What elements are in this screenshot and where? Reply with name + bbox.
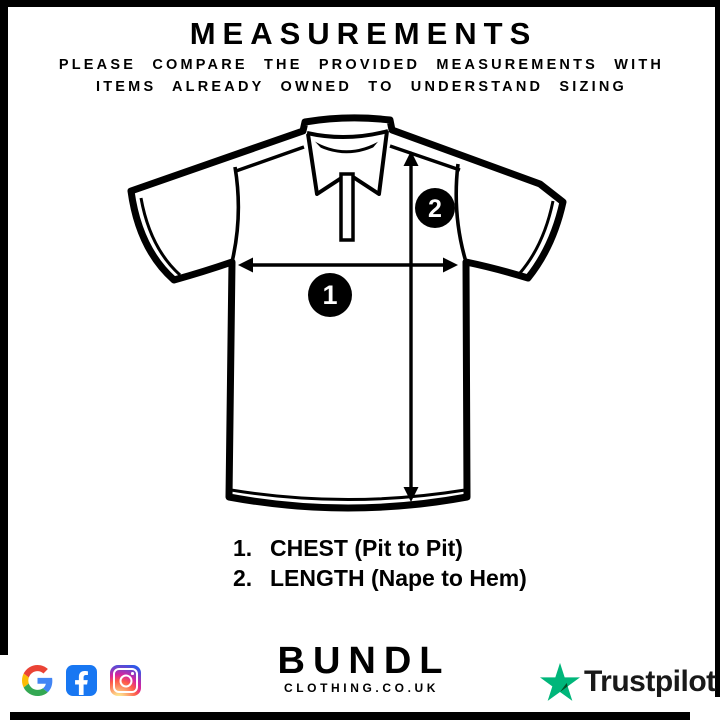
trustpilot-star-icon	[540, 662, 580, 702]
legend-item-chest	[233, 533, 527, 563]
legend-text-length: LENGTH (Nape to Hem)	[270, 565, 527, 591]
subtitle-line-1: PLEASE COMPARE THE PROVIDED MEASUREMENTS WITH	[58, 57, 665, 73]
measurement-legend	[233, 533, 527, 593]
trustpilot-logo	[540, 662, 716, 702]
marker-2-label: 2	[428, 195, 442, 223]
legend-number-2: 2.	[233, 565, 253, 591]
subtitle-line-2: ITEMS ALREADY OWNED TO UNDERSTAND SIZING	[96, 79, 627, 95]
brand-domain: CLOTHING.CO.UK	[283, 681, 440, 695]
brand-name: BUNDL	[277, 640, 451, 682]
trustpilot-wordmark: Trustpilot	[584, 665, 716, 698]
legend-number-1: 1.	[233, 535, 253, 561]
legend-item-length	[233, 563, 527, 593]
page-title: MEASUREMENTS	[189, 16, 538, 51]
placket	[341, 174, 353, 240]
legend-text-chest: CHEST (Pit to Pit)	[270, 535, 463, 561]
marker-1-label: 1	[322, 280, 338, 310]
